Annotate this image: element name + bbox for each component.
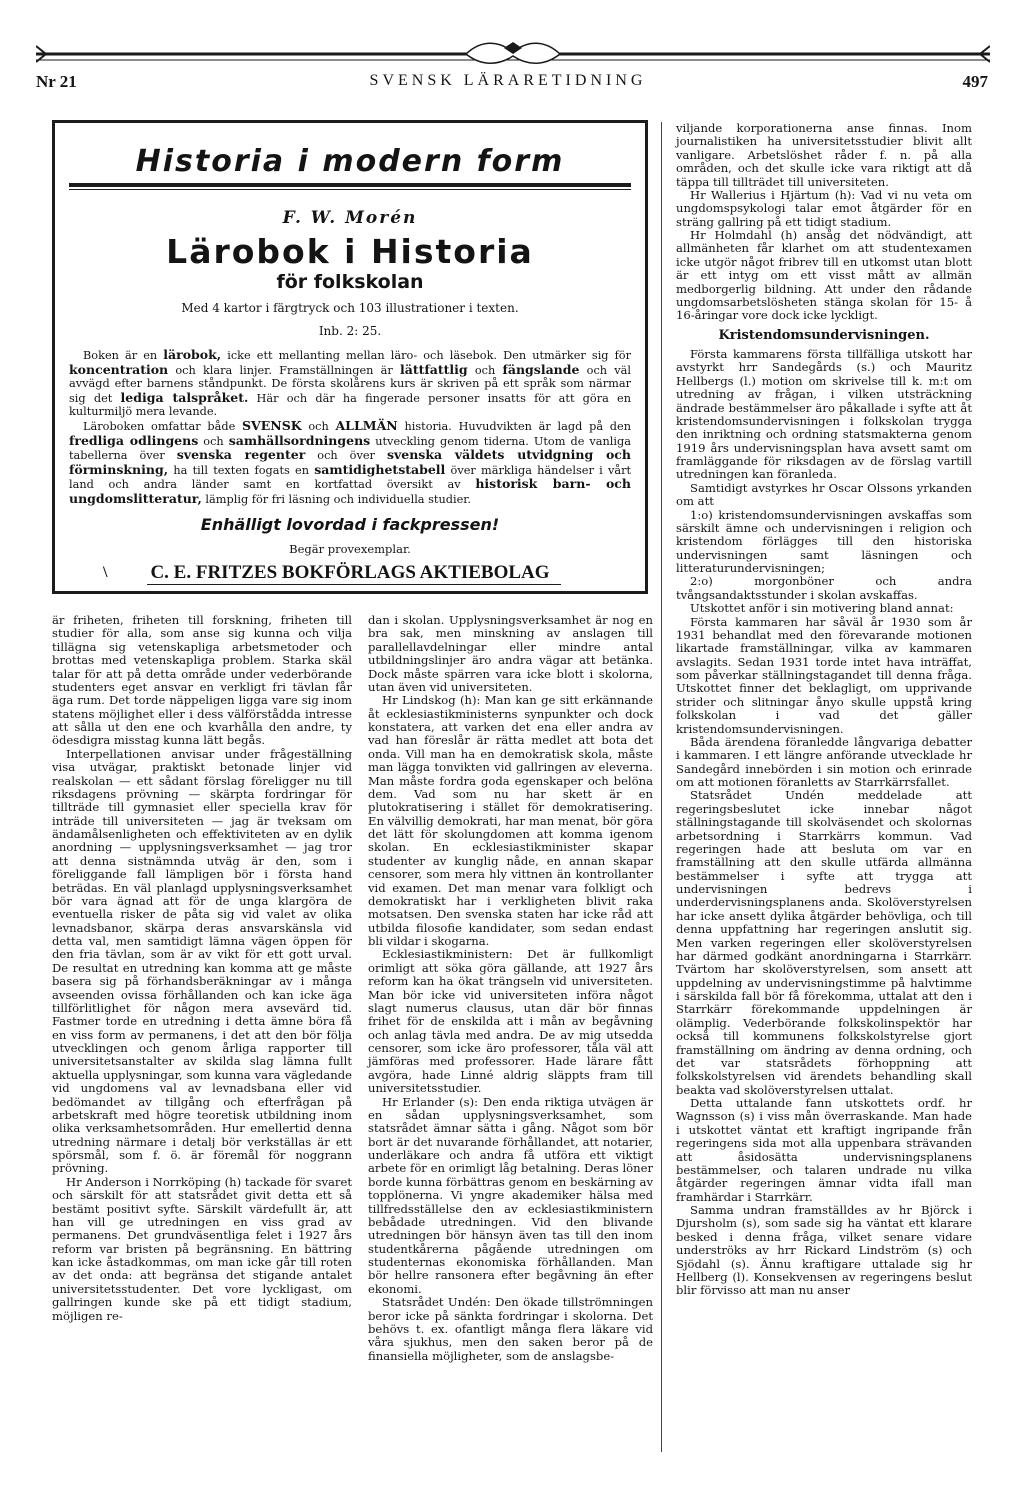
- journal-title: SVENSK LÄRARETIDNING: [369, 72, 647, 89]
- ad-publisher-rule: [147, 584, 561, 585]
- ad-price: Inb. 2: 25.: [318, 324, 382, 338]
- ad-headline: Historia i modern form: [135, 144, 565, 179]
- article-paragraph: Utskottet anför i sin motivering bland annat:: [690, 601, 954, 616]
- header-ornament: [36, 38, 990, 68]
- article-paragraph: Statsrådet Undén meddelade att regeringsbeslutet icke innebar något ställningstagande till skolväsendet och skolornas arbetsordning i Starrkärrs kommun. Vad regeringen hade att besluta om var en framställning att den skulle utfärda allmänna bestämmelser i syfte att trygga att undervisningen bedrevs i underdervisningsplanens anda. Skolöverstyrelsen har icke ansett dylika åtgärder behövliga, och till denna uppfattning har regeringen anslutit sig. Men varken regeringen eller skolöverstyrelsen har därmed godkänt anordningarna i Starrkärr. Tvärtom har skolöverstyrelsen, som ansett att uppdelning av undervisningstimme på halvtimme i särskilda fall bör få förekomma, uttalat att den i Starrkärr förekommande uppdelningen är olämplig. Vederbörande folkskolinspektör har också till kommunens folkskolstyrelse gjort framställning om ändring av denna ordning, och det var statsrådets förhoppning att folkskolstyrelsen vid ärendets behandling skall beakta vad skolöverstyrelsen uttalat.: [676, 788, 972, 1097]
- article-paragraph: Hr Holmdahl (h) ansåg det nödvändigt, att allmänheten får klarhet om att studentexamen icke utgör något fribrev till en utkomst utan blott är ett intyg om ett visst mått av allmän medborgerlig bildning. Att under den rådande ungdomsarbetslösheten stänga skolan för 15- å 16-åringar vore dock icke lyckligt.: [676, 228, 972, 323]
- article-paragraph: Samtidigt avstyrkes hr Oscar Olssons yrkanden om att: [676, 480, 972, 509]
- ad-paragraph: Boken är en lärobok, icke ett mellanting mellan läro- och läsebok. Den utmärker sig för koncentration och klara linjer. Framställningen är lättfattlig och fängslande och väl avvägd efter barnens ståndpunkt. De första skolårens kurs är skriven på ett språk som närmar sig det ledigа talspråket. Här och där ha fingerade personer insatts för att göra en kulturmiljö mera levande.: [69, 347, 632, 419]
- article-paragraph: 1:o) kristendomsundervisningen avskaffas som särskilt ämne och undervisningen i religion och kristendom förlägges till den historiska undervisningen samt läsningen och litteraturundervisningen;: [676, 507, 972, 575]
- ad-slogan: Enhälligt lovordad i fackpressen!: [200, 514, 500, 534]
- article-paragraph: är friheten, friheten till forskning, friheten till studier för alla, som anse sig kunna och vilja tillägna sig vetenskapliga arbetsmetoder och brottas med vetenskapliga problem. Starka skäl talar för att på detta område under vederbörande studenters eget ansvar en verkligt fri tävlan får äga rum. Det torde näppeligen ligga vare sig inom statens möjlighet eller i dess välförstådda intresse att sålla ut den ene och kvarhålla den andre, ty ödesdigra misstag kunna lätt begås.: [52, 613, 352, 748]
- ad-body: [69, 348, 631, 507]
- ad-book-title: Lärobok i Historia: [166, 232, 534, 271]
- article-paragraph: viljande korporationerna anse finnas. Inom journalistiken ha universitetsstudier blivit allt vanligare. Arbetslöshet råder f. n. på alla områden, och det skulle icke vara riktigt att då täppa till tillträdet till universiteten.: [676, 121, 972, 189]
- article-paragraph: Hr Anderson i Norrköping (h) tackade för svaret och särskilt för att statsrådet givit detta ett så bestämt positivt syfte. Särskilt värdefullt är, att han vill ge utredningen en viss grad av permanens. Det grundväsentliga felet i 1927 års reform var bristen på begränsning. En bättring kan icke åstadkommas, om man icke går till roten av det onda: att begränsa det stigande antalet universitetsstudenter. Det vore lyckligast, om gallringen kunde ske på ett tidigt stadium, möjligen re-: [52, 1174, 352, 1323]
- section-heading: Kristendomsundervisningen.: [718, 327, 930, 343]
- article-paragraph: Hr Wallerius i Hjärtum (h): Vad vi nu veta om ungdomspsykologi talar emot åtgärder för en sträng gallring på ett tidigt stadium.: [676, 187, 972, 229]
- article-paragraph: Hr Lindskog (h): Man kan ge sitt erkännande åt ecklesiastikministerns synpunkter och dock konstatera, att varken det ena eller andra av vad han föreslår är rätta medlet att bota det onda. Vill man ha en demokratisk skola, måste man lägga tonvikten vid gallringen av eleverna. Man måste fordra goda egenskaper och belöna dem. Vad som nu har skett är en plutokratisering i stället för demokratisering. En välvillig demokrati, har man menat, bör göra det lätt för skolungdomen att komma igenom skolan. En ecklesiastikminister skapar studenter av kunglig nåde, en annan skapar censorer, som mera hly vittnen än kontrollanter vid examen. Det man menar vara folkligt och demokratiskt har i verkligheten blivit raka motsatsen. Den svenska staten har icke råd att utbilda filosofie kandidater, som sedan endast bli vildar i skogarna.: [368, 693, 653, 948]
- article-paragraph: Interpellationen anvisar under frågeställning visa utvägar, praktiskt betonade linjer vid realskolan — ett sådant förslag föreligger nu till riksdagens prövning — skärpta fordringar för tillträde till gymnasiet eller speciella krav för inträde till universiteten — jag är tveksam om ändamålsenligheten och effektiviteten av en dylik anordning — upplysningsverksamhet — jag tror att denna sistnämnda utväg är den, som i föreliggande fall lämpligen bör i första hand beträdas. En väl planlagd upplysningsverksamhet bör vara ägnad att för de unga klargöra de eventuella risker de påta sig vid valet av olika levnadsbanor, skärpa deras ansvarskänsla vid detta val, men samtidigt lämna vägen öppen för den fria tävlan, som är av vikt för ett gott urval. De resultat en utredning kan komma att ge måste basera sig på förhandsberäkningar av i många avseenden ovissa förhållanden och kan icke äga tillförlitlighet för någon mera avsevärd tid. Fastmer torde en utredning i detta ämne böra få en viss form av permanens, i det att den bör följa utvecklingen och genom årliga rapporter till universitetsanstalter av skilda slag lämna fullt aktuella upplysningar, som kunna vara vägledande vid ungdomens val av levnadsbana eller vid bedömandet av tillgång och efterfrågan på arbetskraft med högre teoretisk utbildning inom olika verksamhetsområden. Hur emellertid denna utredning närmare i detalj bör verkställas är ett spörsmål, som f. ö. är föremål för noggrann prövning.: [52, 746, 352, 1176]
- article-paragraph: 2:o) morgonböner och andra tvångsandaktsstunder i skolan avskaffas.: [676, 574, 972, 602]
- article-paragraph: Båda ärendena föranledde långvariga debatter i kammaren. I ett längre anförande utvecklade hr Sandegård innebörden i sin motion och erinrade om att motionen föranletts av Starrkärrsfallet.: [676, 734, 972, 789]
- ad-author: F. W. Morén: [282, 208, 418, 228]
- ad-description-line: Med 4 kartor i färgtryck och 103 illustrationer i texten.: [181, 301, 519, 315]
- column-1: [52, 614, 352, 1323]
- ad-rule: [69, 183, 631, 187]
- ad-publisher-name: C. E. FRITZES BOKFÖRLAGS AKTIEBOLAG: [150, 561, 550, 583]
- ad-book-subtitle: för folkskolan: [276, 271, 424, 293]
- column-divider: [661, 122, 662, 1452]
- article-paragraph: Första kammaren har såväl år 1930 som år 1931 behandlat med den förevarande motionen likartade framställningar, vilka av kammaren avslagits. Sedan 1931 torde intet hava inträffat, som påverkar ställningstagandet till denna fråga. Utskottet finner det beklagligt, om upprivande strider och slitningar ånyo skulle uppstå kring folkskolan i vad det gäller kristendomsundervisningen.: [676, 614, 972, 736]
- article-paragraph: dan i skolan. Upplysningsverksamhet är nog en bra sak, men minskning av anslagen till parallellavdelningar eller mindre antal utbildningslinjer äro andra vägar att betänka. Dock måste spärren vara icke blott i skolorna, utan även vid universiteten.: [368, 613, 653, 694]
- article-paragraph: Statsrådet Undén: Den ökade tillströmningen beror icke på sänkta fordringar i skolorna. Det behövs t. ex. ofantligt många flera läkare vid våra sjukhus, men den saken beror på de finansiella möjligheter, som de anslagsbe-: [368, 1295, 653, 1363]
- page-number: 497: [962, 72, 988, 91]
- ad-rule: [69, 189, 631, 190]
- column-2: [368, 614, 653, 1363]
- column-3: [676, 122, 972, 1298]
- ad-tick-mark: \: [103, 563, 108, 581]
- article-paragraph: Detta uttalande fann utskottets ordf. hr Wagnsson (s) i viss mån överraskande. Man hade i utskottet väntat ett kraftigt ingripande från regeringens sida mot alla uppenbara strävanden att åsidosätta undervisningsplanens bestämmelser, och talaren undrade nu vilka åtgärder regeringen ämnar vidta ifall man framhärdar i Starrkärr.: [676, 1096, 972, 1204]
- book-advertisement: [52, 120, 648, 594]
- article-paragraph: Samma undran framställdes av hr Björck i Djursholm (s), som sade sig ha väntat ett klarare besked i denna fråga, vilket senare vidare underströks av hrr Rickard Lindström (s) och Sjödahl (s). Ännu kraftigare uttalade sig hr Hellberg (l). Konsekvensen av regeringens beslut blir förvisso att man nu anser: [676, 1203, 972, 1298]
- issue-number: Nr 21: [36, 72, 77, 91]
- ad-publisher: [69, 562, 631, 584]
- article-paragraph: Ecklesiastikministern: Det är fullkomligt orimligt att söka göra gällande, att 1927 års reform kan ha ökat trängseln vid universiteten. Man bör icke vid universiteten införa något slagt numerus clausus, utan där bör finnas frihet för de enskilda att i mån av begåvning och anlag tävla med andra. De av mig utsedda censorer, som icke äro professorer, tåla väl att jämföras med professorer. Hade lärare fått avgöra, hade Linné aldrig släppts fram till universitetsstudier.: [368, 947, 653, 1096]
- ad-paragraph: Läroboken omfattar både SVENSK och ALLMÄN historia. Huvudvikten är lagd på den fredliga odlingens och samhällsordningens utveckling genom tiderna. Utom de vanliga tabellerna över svenska regenter och över svenska väldets utvidgning och förminskning, ha till texten fogats en samtidighetstabell över märkliga händelser i vårt land och andra länder samt en kortfattad översikt av historisk barn- och ungdomslitteratur, lämplig för fri läsning och individuella studier.: [69, 417, 632, 506]
- article-paragraph: Första kammarens första tillfälliga utskott har avstyrkt hrr Sandegårds (s.) och Mauritz Hellbergs (l.) motion om skrivelse till k. m:t om utredning av frågan, i vilken utsträckning ändrade bestämmelser äro påkallade i syfte att åt kristendomsundervisningen i folkskolan trygga den inriktning och ordning statsmakterna genom 1919 års undervisningsplan hava avsett samt om framläggande för riksdagen av de förslag vartill utredningen kan föranleda.: [676, 347, 972, 482]
- article-paragraph: Hr Erlander (s): Den enda riktiga utvägen är en sådan upplysningsverksamhet, som statsrådet ämnar sätta i gång. Något som bör bort är det nuvarande förhållandet, att notarier, underläkare och andra få utföra ett viktigt arbete för en orimligt låg betalning. Deras löner borde kunna förbättras genom en beskärning av topplönerna. Vi yngre akademiker hälsa med tillfredsställelse den av ecklesiastikministern bebådade utredningen. Vid den blivande utredningen bör hänsyn även tas till den inom studentkårerna pågående utredningen om studenternas ekonomiska förhållanden. Man bör hellre ransonera efter begåvning än efter ekonomi.: [368, 1094, 653, 1296]
- ad-request: Begär provexemplar.: [289, 541, 411, 556]
